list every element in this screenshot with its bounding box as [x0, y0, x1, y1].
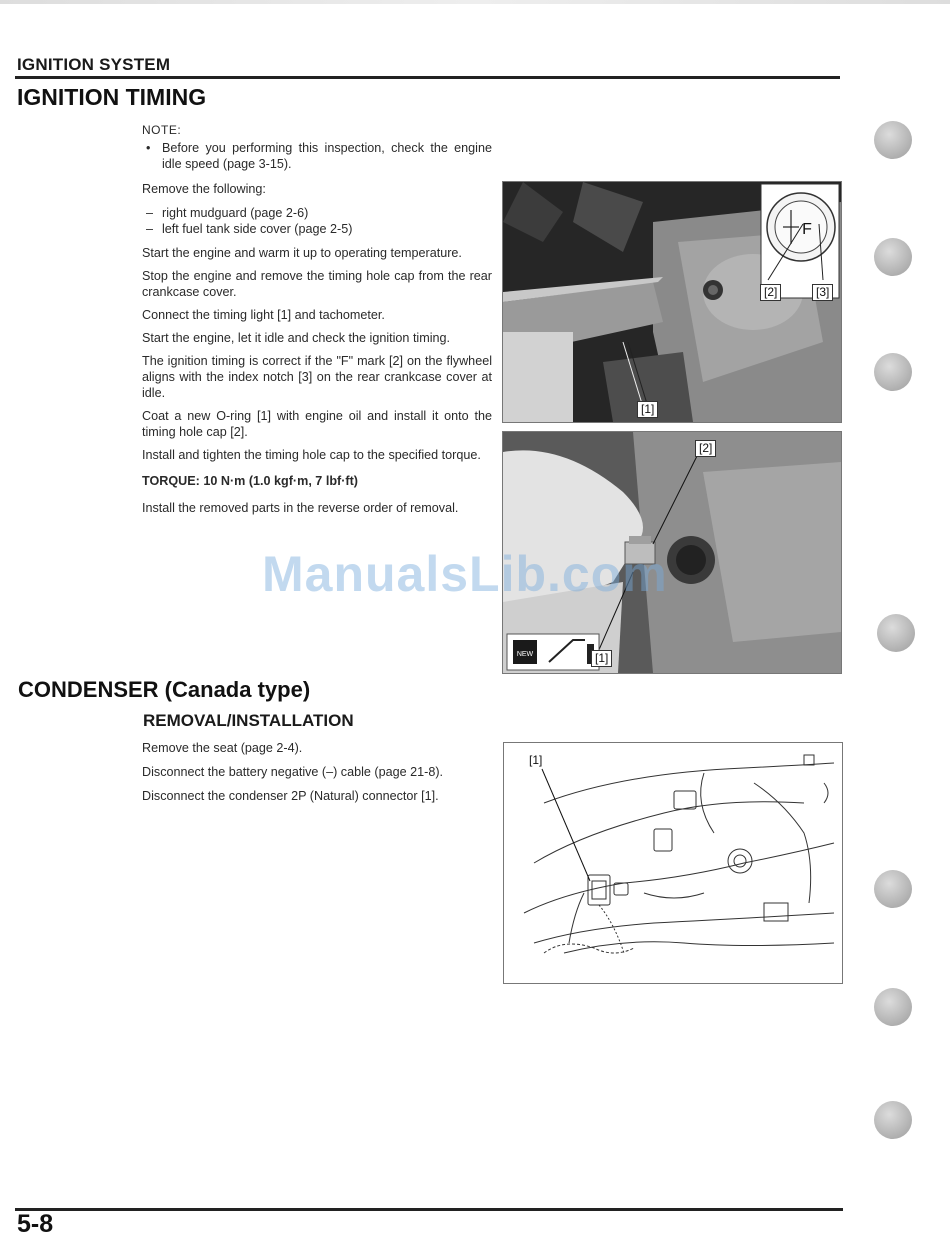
remove-item [142, 205, 492, 221]
condenser-text-column [142, 740, 492, 811]
binder-hole [874, 1101, 912, 1139]
subsection-title: REMOVAL/INSTALLATION [143, 711, 354, 730]
binder-hole [874, 353, 912, 391]
note-text: Before you performing this inspection, check the engine idle speed (page 3-15). [162, 141, 492, 171]
f-mark: F [802, 221, 812, 238]
callout-hole-cap: [2] [695, 440, 716, 457]
callout-connector: [1] [529, 753, 543, 767]
note-item [142, 140, 492, 172]
top-edge [0, 0, 950, 4]
timing-light-photo [502, 181, 842, 423]
paragraph-warm-up: Start the engine and warm it up to operating temperature. [142, 246, 462, 260]
callout-o-ring: [1] [591, 650, 612, 667]
paragraph-reinstall: Install the removed parts in the reverse order of removal. [142, 501, 459, 515]
paragraph-timing-correct: The ignition timing is correct if the "F" mark [2] on the flywheel aligns with the index notch [3] on the rear crankcase cover at idle. [142, 354, 492, 400]
page-number: 5-8 [17, 1210, 54, 1238]
dash-marker: – [146, 222, 154, 236]
remove-item-text: left fuel tank side cover (page 2-5) [162, 222, 353, 236]
watermark: ManualsLib.com [262, 546, 668, 602]
torque-spec: TORQUE: 10 N·m (1.0 kgf·m, 7 lbf·ft) [142, 474, 358, 488]
remove-item [142, 221, 492, 237]
paragraph-disconnect-battery: Disconnect the battery negative (–) cable (page 21-8). [142, 765, 444, 779]
paragraph-check-timing: Start the engine, let it idle and check the ignition timing. [142, 331, 451, 345]
dash-marker: – [146, 206, 154, 220]
bullet-marker: • [146, 141, 151, 155]
section-header: IGNITION SYSTEM [17, 55, 171, 74]
callout-index-notch: [3] [812, 284, 833, 301]
paragraph-tighten-cap: Install and tighten the timing hole cap to the specified torque. [142, 448, 481, 462]
new-part-label: NEW [516, 651, 534, 658]
paragraph-disconnect-connector: Disconnect the condenser 2P (Natural) connector [1]. [142, 789, 439, 803]
binder-hole [874, 988, 912, 1026]
paragraph-remove-seat: Remove the seat (page 2-4). [142, 741, 303, 755]
ignition-text-column [142, 122, 492, 523]
callout-timing-light: [1] [637, 401, 658, 418]
paragraph-connect-light: Connect the timing light [1] and tachometer. [142, 308, 385, 322]
header-rule [15, 76, 840, 79]
section-title: CONDENSER (Canada type) [18, 677, 311, 702]
binder-hole [874, 121, 912, 159]
remove-intro: Remove the following: [142, 182, 266, 196]
callout-f-mark: [2] [760, 284, 781, 301]
binder-hole [874, 238, 912, 276]
binder-hole [874, 870, 912, 908]
binder-hole [877, 614, 915, 652]
remove-item-text: right mudguard (page 2-6) [162, 206, 309, 220]
page-title: IGNITION TIMING [17, 84, 207, 110]
paragraph-coat-oring: Coat a new O-ring [1] with engine oil and install it onto the timing hole cap [2]. [142, 409, 492, 439]
footer-rule [15, 1208, 843, 1211]
paragraph-remove-cap: Stop the engine and remove the timing hole cap from the rear crankcase cover. [142, 269, 492, 299]
condenser-connector-drawing [503, 742, 843, 984]
note-label: NOTE: [142, 123, 182, 137]
